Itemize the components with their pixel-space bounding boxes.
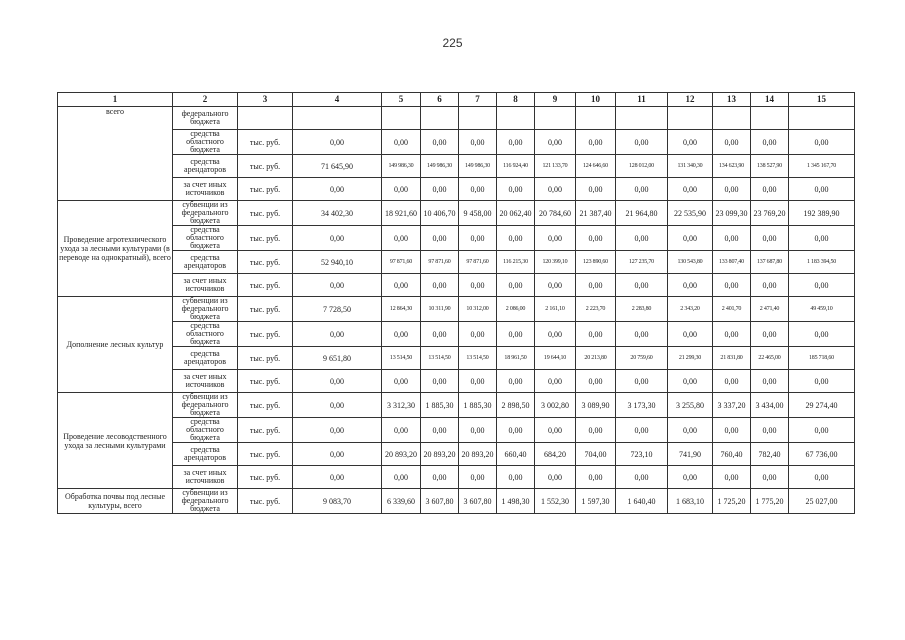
value-cell: 0,00 (421, 370, 459, 393)
value-cell: 0,00 (535, 274, 576, 297)
table-row (58, 274, 855, 297)
value-cell (789, 107, 855, 130)
value-cell (497, 107, 535, 130)
value-cell: 20 784,60 (535, 201, 576, 226)
value-cell: 0,00 (616, 130, 668, 155)
value-cell: 0,00 (382, 418, 421, 443)
value-cell (421, 107, 459, 130)
value-cell: 2 283,80 (616, 297, 668, 322)
value-cell: 0,00 (789, 130, 855, 155)
table-row (58, 201, 855, 226)
unit-cell: тыс. руб. (238, 297, 293, 322)
value-cell (535, 107, 576, 130)
value-cell: 1 552,30 (535, 489, 576, 514)
value-cell: 0,00 (421, 274, 459, 297)
value-cell: 131 340,30 (668, 155, 713, 178)
unit-cell: тыс. руб. (238, 251, 293, 274)
activity-label: Дополнение лесных культур (58, 297, 173, 393)
value-cell: 19 644,10 (535, 347, 576, 370)
value-cell: 0,00 (789, 226, 855, 251)
value-cell: 2 223,70 (576, 297, 616, 322)
value-cell: 0,00 (576, 178, 616, 201)
value-cell: 6 339,60 (382, 489, 421, 514)
value-cell: 18 921,60 (382, 201, 421, 226)
value-cell: 23 769,20 (751, 201, 789, 226)
value-cell: 0,00 (576, 226, 616, 251)
data-table (57, 92, 855, 514)
column-header: 11 (616, 93, 668, 107)
value-cell: 0,00 (293, 418, 382, 443)
value-cell: 660,40 (497, 443, 535, 466)
value-cell: 0,00 (293, 178, 382, 201)
value-cell: 0,00 (751, 322, 789, 347)
value-cell: 0,00 (713, 178, 751, 201)
value-cell: 0,00 (293, 466, 382, 489)
funding-source: средства арендаторов (173, 155, 238, 178)
value-cell: 121 133,70 (535, 155, 576, 178)
value-cell: 0,00 (382, 274, 421, 297)
value-cell: 0,00 (576, 130, 616, 155)
value-cell: 34 402,30 (293, 201, 382, 226)
value-cell: 0,00 (497, 322, 535, 347)
value-cell (459, 107, 497, 130)
column-header: 4 (293, 93, 382, 107)
value-cell: 10 312,00 (459, 297, 497, 322)
value-cell: 20 893,20 (421, 443, 459, 466)
value-cell: 0,00 (668, 370, 713, 393)
value-cell: 0,00 (421, 178, 459, 201)
value-cell: 0,00 (535, 178, 576, 201)
table-body (58, 93, 855, 514)
value-cell: 13 514,50 (382, 347, 421, 370)
value-cell: 0,00 (713, 226, 751, 251)
value-cell: 684,20 (535, 443, 576, 466)
value-cell: 0,00 (713, 466, 751, 489)
table-row (58, 489, 855, 514)
funding-source: средства областного бюджета (173, 226, 238, 251)
value-cell: 0,00 (382, 322, 421, 347)
value-cell: 128 012,00 (616, 155, 668, 178)
value-cell: 29 274,40 (789, 393, 855, 418)
value-cell: 0,00 (459, 178, 497, 201)
value-cell: 0,00 (616, 274, 668, 297)
value-cell: 1 597,30 (576, 489, 616, 514)
value-cell: 0,00 (789, 370, 855, 393)
funding-source: субвенции из федерального бюджета (173, 201, 238, 226)
unit-cell: тыс. руб. (238, 226, 293, 251)
table-row (58, 370, 855, 393)
unit-cell: тыс. руб. (238, 443, 293, 466)
column-header: 1 (58, 93, 173, 107)
value-cell: 130 543,80 (668, 251, 713, 274)
unit-cell: тыс. руб. (238, 155, 293, 178)
value-cell: 0,00 (789, 418, 855, 443)
value-cell: 0,00 (576, 466, 616, 489)
value-cell: 49 459,10 (789, 297, 855, 322)
value-cell: 20 062,40 (497, 201, 535, 226)
value-cell: 0,00 (576, 370, 616, 393)
value-cell: 97 871,60 (421, 251, 459, 274)
funding-source: федерального бюджета (173, 107, 238, 130)
value-cell: 13 514,50 (421, 347, 459, 370)
unit-cell: тыс. руб. (238, 489, 293, 514)
value-cell: 0,00 (459, 226, 497, 251)
value-cell: 0,00 (382, 130, 421, 155)
value-cell: 1 183 394,50 (789, 251, 855, 274)
value-cell: 0,00 (421, 466, 459, 489)
value-cell: 2 161,10 (535, 297, 576, 322)
column-header: 9 (535, 93, 576, 107)
value-cell: 0,00 (293, 274, 382, 297)
table-row (58, 443, 855, 466)
value-cell: 71 645,90 (293, 155, 382, 178)
column-header: 10 (576, 93, 616, 107)
value-cell: 0,00 (382, 466, 421, 489)
value-cell: 0,00 (751, 178, 789, 201)
table-row (58, 251, 855, 274)
funding-source: средства арендаторов (173, 443, 238, 466)
value-cell: 134 623,90 (713, 155, 751, 178)
funding-source: субвенции из федерального бюджета (173, 489, 238, 514)
value-cell: 723,10 (616, 443, 668, 466)
funding-source: средства арендаторов (173, 347, 238, 370)
value-cell: 9 458,00 (459, 201, 497, 226)
value-cell: 0,00 (293, 226, 382, 251)
value-cell: 0,00 (576, 322, 616, 347)
value-cell (616, 107, 668, 130)
value-cell: 0,00 (668, 466, 713, 489)
header-row (58, 93, 855, 107)
value-cell: 0,00 (616, 322, 668, 347)
unit-cell: тыс. руб. (238, 178, 293, 201)
value-cell: 192 389,90 (789, 201, 855, 226)
value-cell: 0,00 (459, 466, 497, 489)
value-cell: 1 498,30 (497, 489, 535, 514)
value-cell: 18 961,50 (497, 347, 535, 370)
value-cell: 782,40 (751, 443, 789, 466)
value-cell: 0,00 (497, 226, 535, 251)
table-row (58, 130, 855, 155)
value-cell (382, 107, 421, 130)
funding-source: за счет иных источников (173, 466, 238, 489)
value-cell: 138 527,90 (751, 155, 789, 178)
table-row (58, 393, 855, 418)
value-cell: 0,00 (751, 370, 789, 393)
value-cell: 2 401,70 (713, 297, 751, 322)
column-header: 2 (173, 93, 238, 107)
funding-source: за счет иных источников (173, 370, 238, 393)
column-header: 15 (789, 93, 855, 107)
value-cell: 0,00 (535, 322, 576, 347)
column-header: 14 (751, 93, 789, 107)
value-cell: 0,00 (616, 178, 668, 201)
value-cell: 1 775,20 (751, 489, 789, 514)
value-cell: 0,00 (459, 274, 497, 297)
value-cell: 127 235,70 (616, 251, 668, 274)
funding-source: субвенции из федерального бюджета (173, 393, 238, 418)
value-cell: 0,00 (535, 466, 576, 489)
value-cell: 0,00 (668, 418, 713, 443)
value-cell: 97 871,60 (459, 251, 497, 274)
value-cell: 0,00 (293, 370, 382, 393)
unit-cell: тыс. руб. (238, 466, 293, 489)
value-cell: 0,00 (497, 370, 535, 393)
value-cell: 0,00 (497, 178, 535, 201)
value-cell: 0,00 (576, 274, 616, 297)
value-cell: 0,00 (293, 443, 382, 466)
value-cell: 23 099,30 (713, 201, 751, 226)
unit-cell (238, 107, 293, 130)
value-cell: 3 607,80 (459, 489, 497, 514)
funding-source: за счет иных источников (173, 178, 238, 201)
value-cell: 0,00 (459, 322, 497, 347)
value-cell (293, 107, 382, 130)
value-cell: 3 607,80 (421, 489, 459, 514)
value-cell: 0,00 (535, 418, 576, 443)
column-header: 5 (382, 93, 421, 107)
funding-source: средства областного бюджета (173, 130, 238, 155)
value-cell: 3 337,20 (713, 393, 751, 418)
value-cell: 1 725,20 (713, 489, 751, 514)
value-cell: 120 399,10 (535, 251, 576, 274)
unit-cell: тыс. руб. (238, 322, 293, 347)
value-cell: 13 514,50 (459, 347, 497, 370)
value-cell: 10 406,70 (421, 201, 459, 226)
unit-cell: тыс. руб. (238, 370, 293, 393)
table-row (58, 107, 855, 130)
value-cell: 0,00 (382, 178, 421, 201)
value-cell: 0,00 (789, 274, 855, 297)
value-cell: 0,00 (616, 226, 668, 251)
value-cell: 9 083,70 (293, 489, 382, 514)
value-cell: 22 535,90 (668, 201, 713, 226)
table-row (58, 226, 855, 251)
value-cell: 3 312,30 (382, 393, 421, 418)
value-cell: 124 646,60 (576, 155, 616, 178)
value-cell: 1 345 167,70 (789, 155, 855, 178)
value-cell: 1 640,40 (616, 489, 668, 514)
value-cell: 0,00 (713, 130, 751, 155)
column-header: 8 (497, 93, 535, 107)
value-cell: 0,00 (497, 418, 535, 443)
activity-label: всего (58, 107, 173, 201)
unit-cell: тыс. руб. (238, 347, 293, 370)
value-cell: 2 343,20 (668, 297, 713, 322)
value-cell: 0,00 (421, 130, 459, 155)
value-cell: 3 089,90 (576, 393, 616, 418)
column-header: 13 (713, 93, 751, 107)
value-cell: 760,40 (713, 443, 751, 466)
value-cell: 21 964,80 (616, 201, 668, 226)
unit-cell: тыс. руб. (238, 274, 293, 297)
value-cell: 2 898,50 (497, 393, 535, 418)
value-cell: 704,00 (576, 443, 616, 466)
value-cell: 3 002,80 (535, 393, 576, 418)
value-cell: 137 687,80 (751, 251, 789, 274)
unit-cell: тыс. руб. (238, 393, 293, 418)
funding-source: средства областного бюджета (173, 322, 238, 347)
value-cell: 123 890,60 (576, 251, 616, 274)
value-cell: 20 893,20 (382, 443, 421, 466)
value-cell: 97 871,60 (382, 251, 421, 274)
value-cell: 116 215,30 (497, 251, 535, 274)
value-cell: 2 086,00 (497, 297, 535, 322)
value-cell: 0,00 (713, 418, 751, 443)
value-cell: 0,00 (459, 418, 497, 443)
table-row (58, 466, 855, 489)
value-cell: 0,00 (713, 274, 751, 297)
value-cell: 116 924,40 (497, 155, 535, 178)
value-cell (576, 107, 616, 130)
unit-cell: тыс. руб. (238, 130, 293, 155)
value-cell: 149 986,30 (382, 155, 421, 178)
value-cell: 3 434,00 (751, 393, 789, 418)
value-cell: 21 831,80 (713, 347, 751, 370)
value-cell: 149 986,30 (421, 155, 459, 178)
value-cell: 0,00 (421, 322, 459, 347)
funding-source: за счет иных источников (173, 274, 238, 297)
value-cell: 0,00 (789, 178, 855, 201)
column-header: 12 (668, 93, 713, 107)
value-cell: 0,00 (535, 130, 576, 155)
value-cell: 741,90 (668, 443, 713, 466)
value-cell: 0,00 (293, 130, 382, 155)
table-row (58, 418, 855, 443)
value-cell: 0,00 (616, 418, 668, 443)
value-cell: 0,00 (421, 226, 459, 251)
value-cell (751, 107, 789, 130)
value-cell (668, 107, 713, 130)
value-cell: 0,00 (576, 418, 616, 443)
value-cell: 0,00 (459, 370, 497, 393)
table-row (58, 322, 855, 347)
value-cell: 0,00 (421, 418, 459, 443)
value-cell: 0,00 (535, 226, 576, 251)
column-header: 6 (421, 93, 459, 107)
funding-source: субвенции из федерального бюджета (173, 297, 238, 322)
value-cell: 7 728,50 (293, 297, 382, 322)
value-cell: 0,00 (751, 466, 789, 489)
value-cell: 10 311,90 (421, 297, 459, 322)
value-cell: 0,00 (293, 322, 382, 347)
unit-cell: тыс. руб. (238, 418, 293, 443)
activity-label: Проведение агротехнического ухода за лесными культурами (в переводе на однократный), всего (58, 201, 173, 297)
value-cell: 0,00 (713, 322, 751, 347)
value-cell: 0,00 (668, 226, 713, 251)
value-cell: 20 213,80 (576, 347, 616, 370)
value-cell: 1 885,30 (459, 393, 497, 418)
table-row (58, 347, 855, 370)
value-cell: 12 864,30 (382, 297, 421, 322)
unit-cell: тыс. руб. (238, 201, 293, 226)
value-cell: 0,00 (751, 418, 789, 443)
column-header: 7 (459, 93, 497, 107)
value-cell: 0,00 (789, 322, 855, 347)
funding-source: средства областного бюджета (173, 418, 238, 443)
value-cell: 0,00 (616, 466, 668, 489)
value-cell: 21 299,30 (668, 347, 713, 370)
value-cell: 52 940,10 (293, 251, 382, 274)
funding-source: средства арендаторов (173, 251, 238, 274)
page-number: 225 (442, 36, 463, 50)
value-cell: 0,00 (497, 274, 535, 297)
table-row (58, 178, 855, 201)
value-cell: 0,00 (789, 466, 855, 489)
value-cell: 20 759,60 (616, 347, 668, 370)
value-cell: 0,00 (497, 466, 535, 489)
value-cell: 0,00 (751, 130, 789, 155)
value-cell: 21 387,40 (576, 201, 616, 226)
value-cell: 0,00 (382, 226, 421, 251)
value-cell: 0,00 (382, 370, 421, 393)
value-cell: 0,00 (616, 370, 668, 393)
activity-label: Обработка почвы под лесные культуры, всего (58, 489, 173, 514)
value-cell: 0,00 (751, 274, 789, 297)
value-cell: 0,00 (751, 226, 789, 251)
value-cell: 0,00 (668, 274, 713, 297)
value-cell: 0,00 (668, 130, 713, 155)
value-cell: 1 885,30 (421, 393, 459, 418)
value-cell: 0,00 (668, 178, 713, 201)
value-cell: 0,00 (535, 370, 576, 393)
value-cell: 25 027,00 (789, 489, 855, 514)
value-cell: 0,00 (668, 322, 713, 347)
value-cell: 20 893,20 (459, 443, 497, 466)
value-cell: 67 736,00 (789, 443, 855, 466)
value-cell: 2 471,40 (751, 297, 789, 322)
value-cell: 0,00 (497, 130, 535, 155)
value-cell: 9 651,80 (293, 347, 382, 370)
value-cell: 0,00 (713, 370, 751, 393)
activity-label: Проведение лесоводственного ухода за лесными культурами (58, 393, 173, 489)
value-cell: 3 255,80 (668, 393, 713, 418)
value-cell: 0,00 (293, 393, 382, 418)
value-cell: 1 683,10 (668, 489, 713, 514)
column-header: 3 (238, 93, 293, 107)
value-cell: 0,00 (459, 130, 497, 155)
value-cell: 22 465,00 (751, 347, 789, 370)
table-row (58, 297, 855, 322)
value-cell: 3 173,30 (616, 393, 668, 418)
value-cell: 149 986,30 (459, 155, 497, 178)
table-row (58, 155, 855, 178)
value-cell (713, 107, 751, 130)
value-cell: 133 807,40 (713, 251, 751, 274)
value-cell: 185 718,60 (789, 347, 855, 370)
